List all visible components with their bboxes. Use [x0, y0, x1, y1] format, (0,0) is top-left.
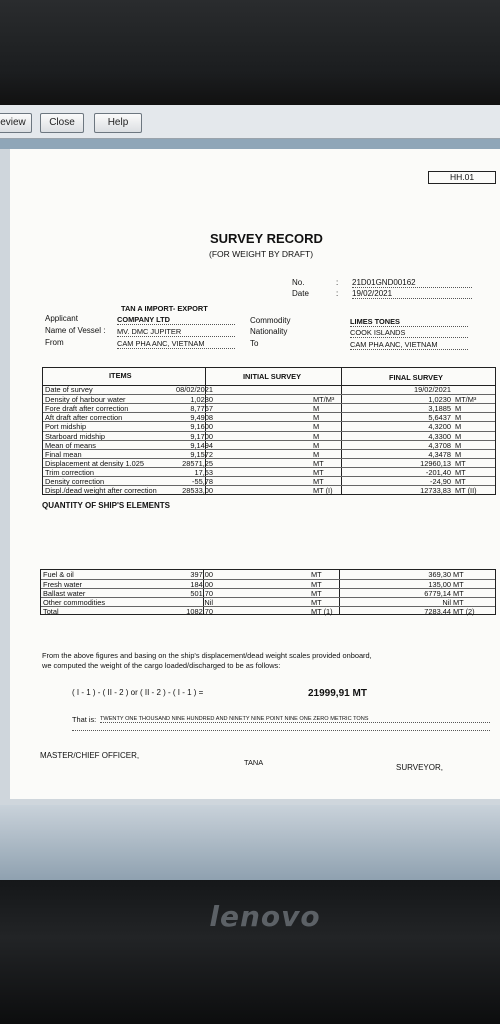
row-final-unit: M — [455, 440, 462, 450]
row-item: Fresh water — [43, 580, 83, 590]
row-item: Aft draft after correction — [45, 413, 123, 423]
row-final-value: 12960,13 — [420, 458, 451, 468]
row-item: Density correction — [45, 477, 105, 486]
row-final-unit: MT (II) — [455, 486, 477, 496]
quantity-title: QUANTITY OF SHIP'S ELEMENTS — [42, 501, 170, 510]
row-final-unit: MT — [455, 477, 466, 486]
survey-document: HH.01 SURVEY RECORD (FOR WEIGHT BY DRAFT) No. : 21D01GND00162 Date : 19/02/2021 TAN A IMPORT- EXPORT Applicant COMPANY LTD Name of Vessel : MV. DMC JUPITER From CAM PHA ANC, VIETNAM Commodity LIMES TONES Nationality COOK ISLANDS To CAM PHA ANC, VIETNAM ITEMS INITIAL SURVEY FINAL SURVEY Date of survey 08/02/2021 19/02/2021 Density of harbour water 1,0230 MT/M³ 1,0230 MT/M³ Fore draft after correction 8,7767 M 3,1885 M Aft draft after correction 9,4908 M 5,6437 M Port midship 9,1600 M 4,3200 M Starboard midship 9,1700 M 4,3300 M Mean of means 9,1494 M 4,3708 M Final mean 9,1572 M 4,3478 M Displacement at density 1.025 28571,25 MT 12960,13 MT Trim correction 17,53 MT -201,40 MT Density correction -55,78 MT -24,90 MT Displ./dead weight after correction 28533,00 MT (I) 12733,83 MT (II) QUANTITY OF SHIP'S ELEMENTS Fuel & oil 397,00 MT 369,30 MT Fresh water 184,00 MT 135,00 MT Ballast water 501,70 MT 6779,14 MT Other commodities Nil MT Nil MT Total 1082,70 MT (1) 7283,44 MT (2) From the above figures and basing on the ship's displacement/dead weight scales provided onboard, we computed the weight of the cargo loaded/discharged to be as follows: ( I - 1 ) - ( II - 2 ) or ( II - 2 ) - ( I - 1 ) = 21999,91 MT That is: TWENTY ONE THOUSAND NINE HUNDRED AND NINETY NINE POINT NINE ONE ZERO METRIC TONS MASTER/CHIEF OFFICER, TANA SURVEYOR, — [10, 149, 500, 799]
row-initial-value: 1,0230 — [190, 395, 213, 405]
row-initial-unit: M — [313, 413, 320, 423]
from-label: From — [45, 338, 64, 347]
table-row — [43, 412, 495, 421]
monitor-bottom-bezel — [0, 880, 500, 1024]
table-row — [41, 606, 495, 615]
row-final-value: 4,3300 — [428, 431, 451, 441]
row-final-unit: M — [455, 422, 462, 432]
table-row — [41, 570, 495, 579]
help-button[interactable]: Help — [94, 113, 142, 133]
vessel-value: MV. DMC JUPITER — [117, 327, 235, 337]
row-initial-value: 1082,70 — [186, 607, 213, 617]
row-initial-value: 9,1572 — [190, 449, 213, 459]
row-final-unit: MT (2) — [453, 607, 475, 617]
from-value: CAM PHA ANC, VIETNAM — [117, 339, 235, 349]
table-row — [43, 458, 495, 467]
brand-logo: lenovo — [209, 900, 321, 933]
table-row — [41, 588, 495, 597]
row-initial-value: 501,70 — [190, 589, 213, 599]
row-initial-unit: M — [313, 431, 320, 441]
row-initial-value: 9,1494 — [190, 440, 213, 450]
row-item: Starboard midship — [45, 431, 105, 441]
applicant-label: Applicant — [45, 314, 78, 323]
row-initial-unit: MT — [313, 467, 324, 477]
row-initial-unit: M — [313, 404, 320, 414]
no-value: 21D01GND00162 — [352, 278, 472, 288]
row-item: Trim correction — [45, 467, 95, 477]
row-initial-unit: MT — [313, 477, 324, 486]
row-item: Total — [43, 607, 59, 617]
row-item: Fore draft after correction — [45, 404, 129, 414]
survey-table — [42, 367, 496, 495]
signature-tana: TANA — [244, 758, 264, 767]
toolbar — [0, 105, 500, 139]
row-initial-value: 184,00 — [190, 580, 213, 590]
row-initial-unit: M — [313, 449, 320, 459]
row-final-unit: M — [455, 431, 462, 441]
quantity-table — [40, 569, 496, 615]
table-row — [43, 467, 495, 476]
row-final-value: 369,30 — [428, 570, 451, 579]
row-final-unit: MT — [453, 589, 464, 599]
no-label: No. — [292, 278, 305, 287]
row-final-value: 4,3478 — [428, 449, 451, 459]
that-is-label: That is: — [72, 715, 97, 724]
row-final-value: 5,6437 — [428, 413, 451, 423]
row-final-unit: MT — [453, 580, 464, 590]
to-value: CAM PHA ANC, VIETNAM — [350, 340, 468, 350]
vessel-label: Name of Vessel : — [45, 326, 106, 335]
row-final-value: -201,40 — [425, 467, 451, 477]
row-item: Mean of means — [45, 440, 96, 450]
screen-bottom-area — [0, 805, 500, 880]
row-initial-value: 9,1700 — [190, 431, 213, 441]
col-final-header: FINAL SURVEY — [389, 373, 443, 382]
col-initial-header: INITIAL SURVEY — [243, 372, 302, 381]
row-final-value: 1,0230 — [428, 395, 451, 405]
row-initial-value: -55,78 — [192, 477, 213, 486]
row-final-value: 135,00 — [428, 580, 451, 590]
table-row — [43, 440, 495, 449]
preview-button[interactable]: eview — [0, 113, 32, 133]
row-final-value: 4,3200 — [428, 422, 451, 432]
row-item: Displacement at density 1.025 — [45, 458, 145, 468]
row-item: Displ./dead weight after correction — [45, 486, 157, 496]
row-final-unit: MT — [453, 570, 464, 579]
row-initial-unit: MT — [311, 570, 322, 579]
signature-master: MASTER/CHIEF OFFICER, — [40, 751, 140, 760]
table-row — [43, 421, 495, 430]
date-value: 19/02/2021 — [352, 289, 472, 299]
table-row — [43, 449, 495, 458]
row-final-value: 12733,83 — [420, 486, 451, 496]
row-final-value: 6779,14 — [424, 589, 451, 599]
row-item: Port midship — [45, 422, 87, 432]
table-row — [43, 431, 495, 440]
row-initial-unit: MT — [311, 589, 322, 599]
doc-title: SURVEY RECORD — [210, 231, 323, 246]
nationality-value: COOK ISLANDS — [350, 328, 468, 338]
row-final-unit: MT — [455, 467, 466, 477]
row-final-value: 3,1885 — [428, 404, 451, 414]
row-item: Date of survey — [45, 385, 93, 394]
row-initial-value: 17,53 — [194, 467, 213, 477]
row-initial-value: 9,1600 — [190, 422, 213, 432]
screen — [0, 105, 500, 880]
row-final-unit: M — [455, 413, 462, 423]
close-button[interactable]: Close — [40, 113, 84, 133]
row-final-unit: MT — [455, 458, 466, 468]
table-row — [43, 485, 495, 494]
row-item: Other commodities — [43, 598, 106, 608]
row-final-value: 7283,44 — [424, 607, 451, 617]
result-value: 21999,91 MT — [308, 688, 367, 699]
applicant-value-line2: COMPANY LTD — [117, 315, 235, 325]
form-code: HH.01 — [428, 171, 496, 184]
paragraph-line1: From the above figures and basing on the ship's displacement/dead weight scales provided onboard, — [42, 651, 372, 660]
nationality-label: Nationality — [250, 327, 288, 336]
row-final-value: Nil — [442, 598, 451, 608]
row-final-unit: M — [455, 404, 462, 414]
row-initial-unit: MT — [311, 580, 322, 590]
row-initial-unit: MT (I) — [313, 486, 333, 496]
table-row — [41, 579, 495, 588]
commodity-value: LIMES TONES — [350, 317, 468, 327]
table-row — [43, 476, 495, 485]
signature-surveyor: SURVEYOR, — [396, 763, 443, 772]
row-initial-value: 397,00 — [190, 570, 213, 579]
row-final-unit: M — [455, 449, 462, 459]
date-label: Date — [292, 289, 309, 298]
doc-subtitle: (FOR WEIGHT BY DRAFT) — [209, 249, 314, 259]
row-final-value: -24,90 — [430, 477, 451, 486]
row-initial-unit: MT — [313, 458, 324, 468]
row-item: Ballast water — [43, 589, 86, 599]
table-row — [43, 394, 495, 403]
row-initial-unit: M — [313, 440, 320, 450]
row-initial-value: 8,7767 — [190, 404, 213, 414]
row-initial-unit: MT (1) — [311, 607, 333, 617]
window-strip — [0, 139, 500, 149]
row-initial-unit: MT — [311, 598, 322, 608]
row-initial-value: 28571,25 — [182, 458, 213, 468]
formula: ( I - 1 ) - ( II - 2 ) or ( II - 2 ) - ( I - 1 ) = — [72, 688, 204, 697]
to-label: To — [250, 339, 259, 348]
row-initial-value: 08/02/2021 — [176, 385, 213, 394]
table-row — [41, 597, 495, 606]
applicant-value-line1: TAN A IMPORT- EXPORT — [121, 304, 208, 313]
row-final-value: 4,3708 — [428, 440, 451, 450]
monitor-top-bezel — [0, 0, 500, 105]
row-initial-value: 28533,00 — [182, 486, 213, 496]
table-row — [43, 385, 495, 394]
row-item: Fuel & oil — [43, 570, 74, 579]
row-initial-value: 9,4908 — [190, 413, 213, 423]
row-final-value: 19/02/2021 — [414, 385, 451, 394]
row-final-unit: MT — [453, 598, 464, 608]
commodity-label: Commodity — [250, 316, 291, 325]
table-row — [43, 403, 495, 412]
row-initial-unit: M — [313, 422, 320, 432]
row-initial-value: Nil — [204, 598, 213, 608]
that-is-value: TWENTY ONE THOUSAND NINE HUNDRED AND NINETY NINE POINT NINE ONE ZERO METRIC TONS — [100, 716, 490, 723]
row-item: Final mean — [45, 449, 82, 459]
row-item: Density of harbour water — [45, 395, 126, 405]
row-final-unit: MT/M³ — [455, 395, 477, 405]
row-initial-unit: MT/M³ — [313, 395, 335, 405]
col-items-header: ITEMS — [109, 371, 132, 380]
paragraph-line2: we computed the weight of the cargo loaded/discharged to be as follows: — [42, 661, 281, 670]
